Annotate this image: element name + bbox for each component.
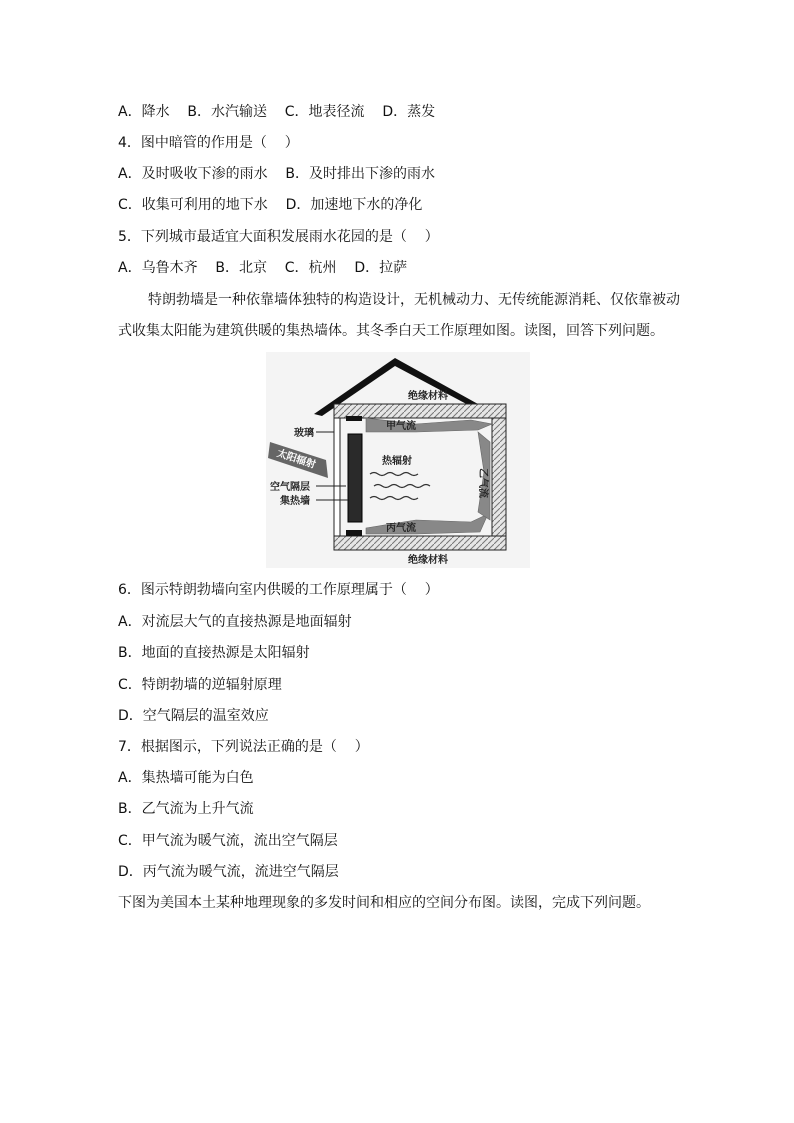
trombe-wall-diagram [266,352,530,568]
solar-radiation-label: 太阳辐射 [275,448,317,471]
q4-options-ab: A．及时吸收下渗的雨水 B．及时排出下渗的雨水 [118,166,435,182]
passage-line-2: 式收集太阳能为建筑供暖的集热墙体。其冬季白天工作原理如图。读图，回答下列问题。 [118,323,664,339]
q6-stem: 6．图示特朗勃墙向室内供暖的工作原理属于（ ） [118,582,439,598]
q6-option-d: D．空气隔层的温室效应 [118,708,269,724]
q5-options: A．乌鲁木齐 B．北京 C．杭州 D．拉萨 [118,260,408,276]
flow-jia-label: 甲气流 [386,421,416,432]
q7-option-c: C．甲气流为暖气流，流出空气隔层 [118,833,338,849]
upper-vent [346,416,362,421]
q3-options: A．降水 B．水汽输送 C．地表径流 D．蒸发 [118,104,436,120]
q4-options-cd: C．收集可利用的地下水 D．加速地下水的净化 [118,197,423,213]
q6-option-b: B．地面的直接热源是太阳辐射 [118,645,310,661]
q7-stem: 7．根据图示，下列说法正确的是（ ） [118,739,369,755]
ceiling-insulation [334,404,506,418]
q5-stem: 5．下列城市最适宜大面积发展雨水花园的是（ ） [118,229,439,245]
collector-wall-label: 集热墙 [280,496,310,507]
q7-option-b: B．乙气流为上升气流 [118,801,254,817]
passage-line-3: 下图为美国本土某种地理现象的多发时间和相应的空间分布图。读图，完成下列问题。 [118,895,650,911]
q6-option-a: A．对流层大气的直接热源是地面辐射 [118,614,352,630]
heat-radiation-label: 热辐射 [382,456,412,467]
flow-bing-label: 丙气流 [386,523,416,534]
top-insulation-label: 绝缘材料 [408,391,448,402]
floor-insulation [334,536,506,550]
passage-line-1: 特朗勃墙是一种依靠墙体独特的构造设计，无机械动力、无传统能源消耗、仅依靠被动 [148,292,680,308]
bottom-insulation-label: 绝缘材料 [408,555,448,566]
q7-option-d: D．丙气流为暖气流，流进空气隔层 [118,864,339,880]
glass-label: 玻璃 [294,428,314,439]
q7-option-a: A．集热墙可能为白色 [118,770,254,786]
flow-yi-label: 乙气流 [477,468,488,498]
air-gap-label: 空气隔层 [270,482,310,493]
right-wall [492,418,506,536]
q4-stem: 4．图中暗管的作用是（ ） [118,135,299,151]
collector-wall [348,434,362,522]
lower-vent [346,530,362,536]
q6-option-c: C．特朗勃墙的逆辐射原理 [118,677,282,693]
glass-pane [334,418,340,536]
